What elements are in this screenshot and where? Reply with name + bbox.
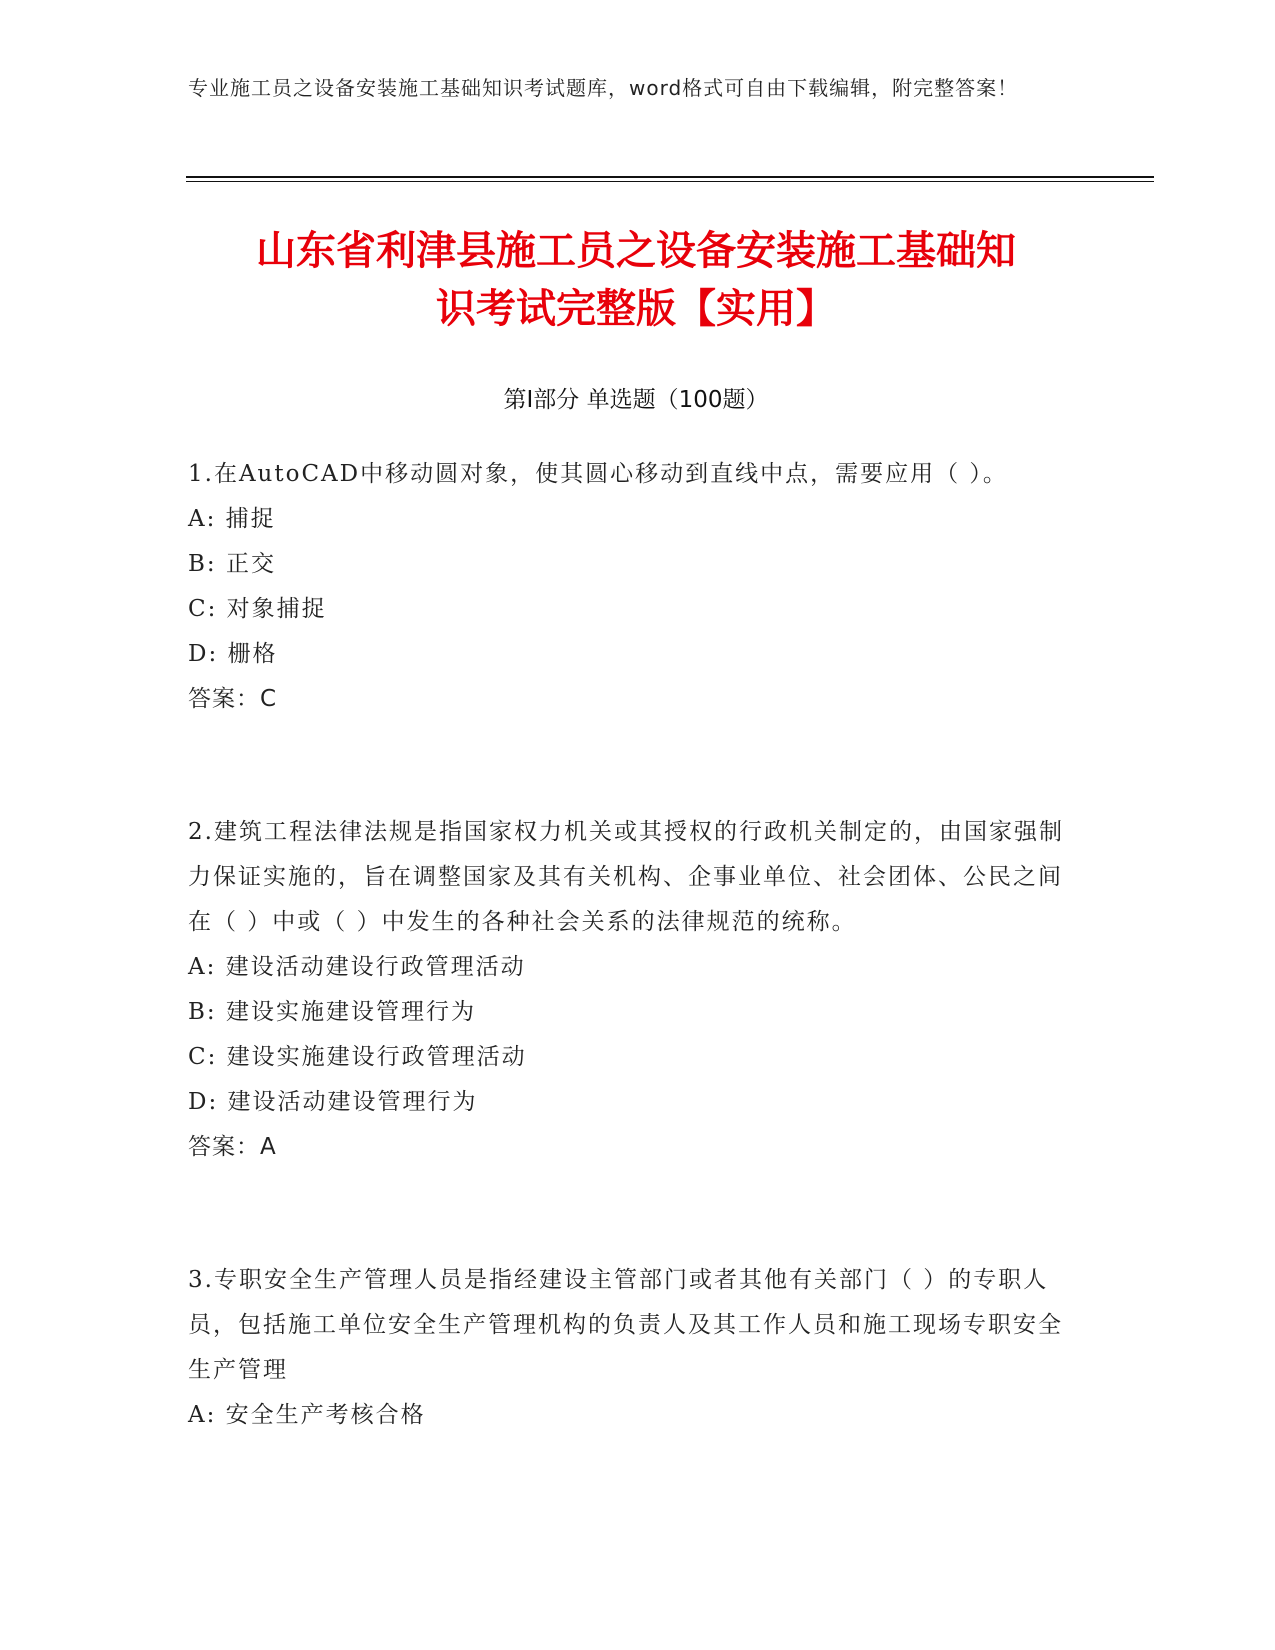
question-stem: 1.在AutoCAD中移动圆对象，使其圆心移动到直线中点，需要应用（ ）。: [188, 461, 1008, 487]
document-title: [186, 222, 1086, 338]
option-a: A: 建设活动建设行政管理活动: [188, 954, 526, 980]
header-note: 专业施工员之设备安装施工基础知识考试题库，word格式可自由下载编辑，附完整答案！: [188, 76, 1019, 100]
option-a: A: 捕捉: [188, 506, 276, 532]
option-a: A: 安全生产考核合格: [188, 1402, 426, 1428]
option-b: B: 建设实施建设管理行为: [188, 999, 476, 1025]
question-3: [188, 1258, 1068, 1438]
question-stem: 3.专职安全生产管理人员是指经建设主管部门或者其他有关部门（ ）的专职人员，包括施工单位安全生产管理机构的负责人及其工作人员和施工现场专职安全生产管理: [188, 1267, 1063, 1383]
option-c: C: 建设实施建设行政管理活动: [188, 1044, 527, 1070]
section-title: 第Ⅰ部分 单选题（100题）: [503, 387, 769, 413]
document-title-line-1: 山东省利津县施工员之设备安装施工基础知: [256, 228, 1016, 274]
question-2: [188, 810, 1068, 1170]
option-d: D: 建设活动建设管理行为: [188, 1089, 478, 1115]
option-c: C: 对象捕捉: [188, 596, 327, 622]
answer-line: 答案：C: [188, 686, 278, 712]
document-title-line-2: 识考试完整版【实用】: [436, 286, 836, 332]
question-1: [188, 452, 1068, 722]
option-d: D: 栅格: [188, 641, 278, 667]
header-divider-thick: [186, 176, 1154, 178]
option-b: B: 正交: [188, 551, 276, 577]
answer-line: 答案：A: [188, 1134, 277, 1160]
header-divider-thin: [186, 181, 1154, 182]
question-stem: 2.建筑工程法律法规是指国家权力机关或其授权的行政机关制定的，由国家强制力保证实施的，旨在调整国家及其有关机构、企事业单位、社会团体、公民之间在（ ）中或（ ）中发生的各种社会关系的法律规范的统称。: [188, 819, 1064, 935]
